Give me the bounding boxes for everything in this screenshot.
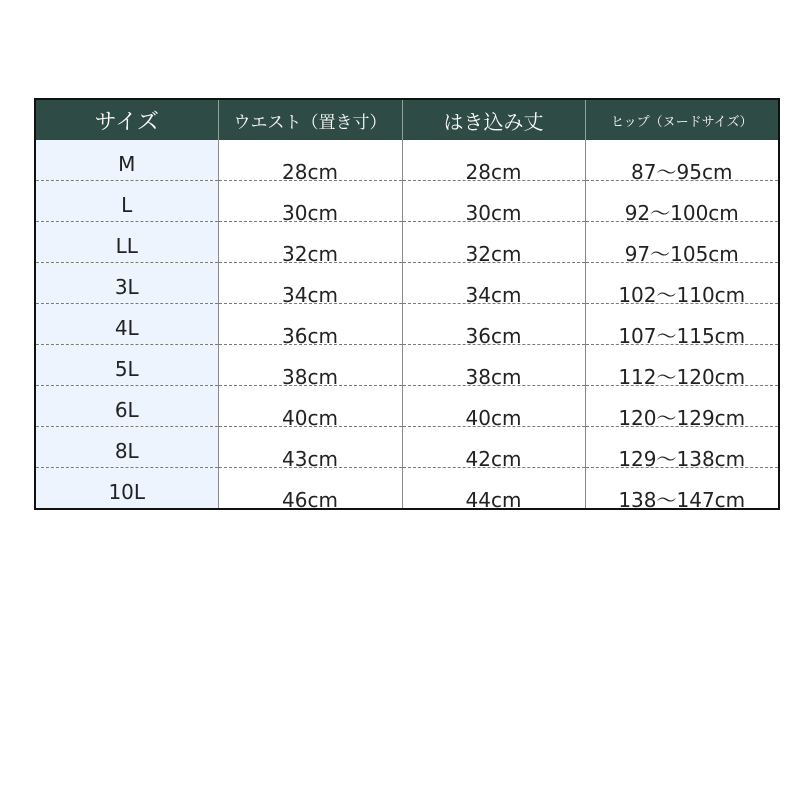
table-row <box>35 345 779 386</box>
inseam-cell: 34cm <box>402 263 585 304</box>
table-row <box>35 427 779 468</box>
header-inseam: はき込み丈 <box>402 99 585 140</box>
size-cell: 6L <box>35 386 218 427</box>
hip-cell: 138〜147cm <box>618 488 746 509</box>
size-cell: 10L <box>35 468 218 510</box>
inseam-cell: 44cm <box>402 468 585 510</box>
waist-cell: 28cm <box>218 140 402 181</box>
hip-cell: 120〜129cm <box>585 386 779 427</box>
size-cell: L <box>35 181 218 222</box>
waist-cell: 34cm <box>218 263 402 304</box>
table-row <box>35 468 779 510</box>
hip-cell: 87〜95cm <box>585 140 779 181</box>
waist-cell: 38cm <box>218 345 402 386</box>
hip-cell: 92〜100cm <box>585 181 779 222</box>
size-cell: 4L <box>35 304 218 345</box>
table-row <box>35 263 779 304</box>
header-size: サイズ <box>35 99 218 140</box>
waist-cell: 32cm <box>218 222 402 263</box>
hip-cell: 129〜138cm <box>585 427 779 468</box>
hip-cell: 97〜105cm <box>585 222 779 263</box>
waist-cell: 40cm <box>218 386 402 427</box>
header-hip: ヒップ（ヌードサイズ） <box>585 99 779 140</box>
size-cell: 5L <box>35 345 218 386</box>
hip-cell: 107〜115cm <box>585 304 779 345</box>
size-cell: 8L <box>35 427 218 468</box>
inseam-cell: 40cm <box>402 386 585 427</box>
table-row <box>35 181 779 222</box>
table-row <box>35 222 779 263</box>
hip-cell: 112〜120cm <box>585 345 779 386</box>
inseam-cell: 36cm <box>402 304 585 345</box>
table-row <box>35 304 779 345</box>
waist-cell: 46cm <box>218 468 402 510</box>
waist-cell: 30cm <box>218 181 402 222</box>
hip-cell: 102〜110cm <box>585 263 779 304</box>
inseam-cell: 30cm <box>402 181 585 222</box>
inseam-cell: 32cm <box>402 222 585 263</box>
table-row <box>35 140 779 181</box>
header-waist: ウエスト（置き寸） <box>218 99 402 140</box>
waist-cell: 43cm <box>218 427 402 468</box>
size-cell: 3L <box>35 263 218 304</box>
size-cell: LL <box>35 222 218 263</box>
size-cell: M <box>35 140 218 181</box>
inseam-cell: 42cm <box>402 427 585 468</box>
header-row <box>35 99 779 140</box>
waist-cell: 36cm <box>218 304 402 345</box>
inseam-cell: 28cm <box>402 140 585 181</box>
inseam-cell: 38cm <box>402 345 585 386</box>
size-chart-table <box>34 98 780 510</box>
table-row <box>35 386 779 427</box>
